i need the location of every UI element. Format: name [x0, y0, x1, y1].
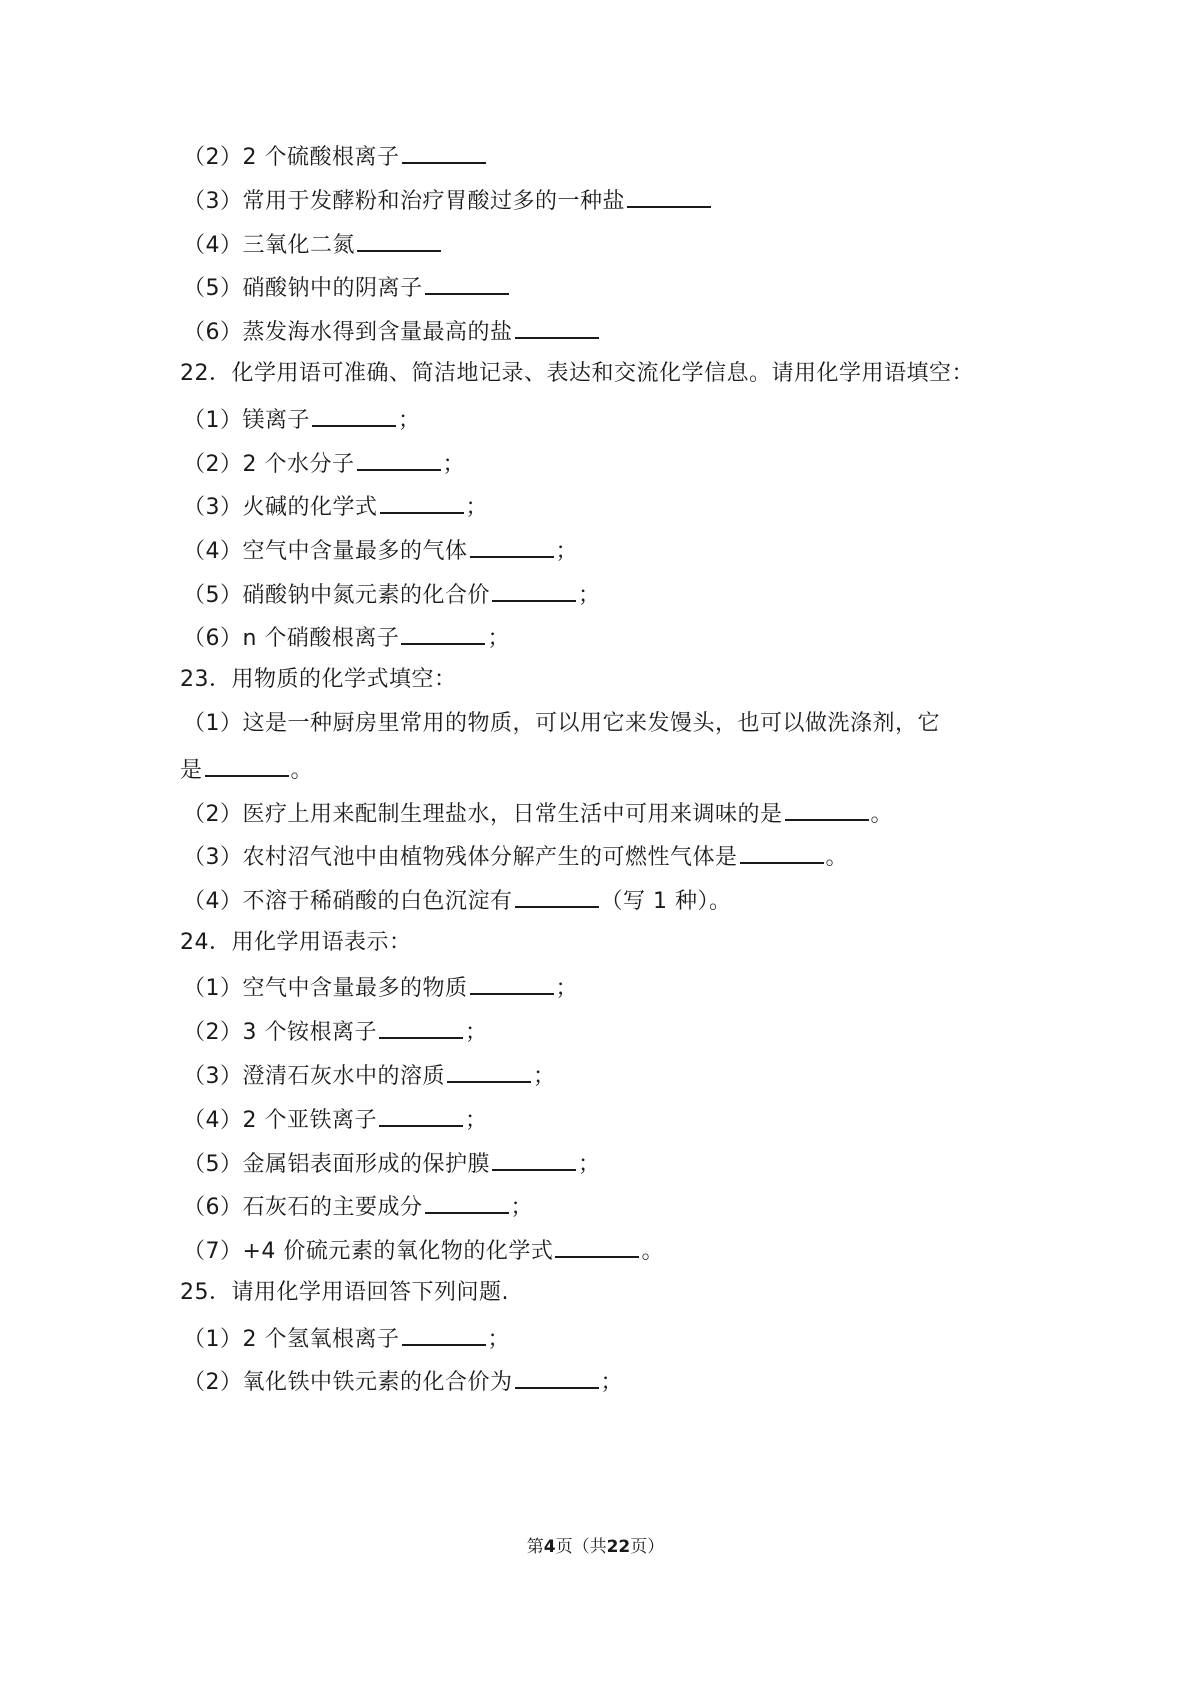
item-text: （3）火碱的化学式	[183, 495, 378, 520]
item-text: （2）氧化铁中铁元素的化合价为	[183, 1370, 513, 1395]
question-item	[183, 884, 731, 917]
question-item	[183, 447, 465, 480]
question-item	[183, 271, 511, 304]
item-text: （4）2 个亚铁离子	[183, 1108, 377, 1133]
item-text: （6）蒸发海水得到含量最高的盐	[183, 320, 513, 345]
answer-blank[interactable]	[380, 490, 464, 514]
answer-blank[interactable]	[357, 228, 441, 252]
item-tail: ；	[578, 583, 601, 608]
answer-blank[interactable]	[470, 534, 554, 558]
item-tail: ；	[442, 452, 466, 477]
answer-blank[interactable]	[379, 1015, 463, 1039]
question-item	[183, 184, 713, 217]
question-item	[183, 490, 488, 523]
item-text: （4）空气中含量最多的气体	[183, 539, 468, 564]
question-item	[183, 971, 578, 1004]
answer-blank[interactable]	[357, 447, 441, 471]
question-item	[183, 578, 601, 611]
item-tail: 。	[290, 758, 314, 783]
footer-page-number: 4	[543, 1537, 556, 1557]
item-tail: 。	[870, 802, 894, 827]
question-item	[183, 840, 848, 873]
item-tail: ；	[487, 1327, 511, 1352]
answer-blank[interactable]	[425, 1190, 509, 1214]
item-text: 是	[180, 758, 203, 783]
item-tail: ；	[465, 1108, 488, 1133]
item-tail: ；	[555, 539, 579, 564]
question-heading	[180, 359, 974, 389]
item-text: （3）农村沼气池中由植物残体分解产生的可燃性气体是	[183, 845, 738, 870]
item-tail: ；	[555, 976, 579, 1001]
item-text: 25．请用化学用语回答下列问题.	[180, 1280, 509, 1305]
answer-blank[interactable]	[515, 884, 599, 908]
question-heading	[180, 665, 457, 695]
answer-blank[interactable]	[515, 1365, 599, 1389]
item-text: （2）3 个铵根离子	[183, 1020, 377, 1045]
item-tail: ；	[533, 1064, 556, 1089]
answer-blank[interactable]	[312, 403, 396, 427]
item-tail: ；	[487, 626, 510, 651]
question-item	[183, 1059, 556, 1092]
item-text: （7）+4 价硫元素的氧化物的化学式	[183, 1239, 554, 1264]
item-text: （3）澄清石灰水中的溶质	[183, 1064, 445, 1089]
answer-blank[interactable]	[379, 1103, 463, 1127]
item-text: （1）空气中含量最多的物质	[183, 976, 468, 1001]
page-footer	[0, 1536, 1191, 1558]
item-tail: ；	[465, 495, 489, 520]
item-tail: ；	[465, 1020, 488, 1045]
question-item	[183, 1322, 510, 1355]
item-text: （2）2 个硫酸根离子	[183, 145, 400, 170]
question-item	[183, 315, 601, 348]
item-text: 23．用物质的化学式填空：	[180, 667, 457, 692]
answer-blank[interactable]	[470, 971, 554, 995]
question-item	[183, 1015, 488, 1048]
item-text: （6）石灰石的主要成分	[183, 1195, 423, 1220]
answer-blank[interactable]	[555, 1234, 639, 1258]
item-tail: ；	[600, 1370, 624, 1395]
item-text: （4）三氧化二氮	[183, 233, 355, 258]
item-text: （6）n 个硝酸根离子	[183, 626, 400, 651]
item-text: （1）镁离子	[183, 408, 310, 433]
answer-blank[interactable]	[785, 797, 869, 821]
item-text: （5）硝酸钠中的阴离子	[183, 276, 423, 301]
item-tail: ；	[398, 408, 421, 433]
answer-blank[interactable]	[205, 753, 289, 777]
answer-blank[interactable]	[425, 271, 509, 295]
answer-blank[interactable]	[401, 621, 485, 645]
answer-blank[interactable]	[515, 315, 599, 339]
question-item	[183, 403, 421, 436]
item-text: （1）这是一种厨房里常用的物质，可以用它来发馒头，也可以做洗涤剂，它	[183, 711, 940, 736]
item-text: （5）金属铝表面形成的保护膜	[183, 1152, 490, 1177]
item-text: 24．用化学用语表示：	[180, 930, 412, 955]
question-item	[183, 621, 510, 654]
question-item	[183, 1103, 488, 1136]
question-item	[183, 534, 578, 567]
answer-blank[interactable]	[492, 1147, 576, 1171]
footer-middle: 页（共	[555, 1537, 607, 1557]
answer-blank[interactable]	[447, 1059, 531, 1083]
question-item	[183, 797, 893, 830]
answer-blank[interactable]	[627, 184, 711, 208]
item-tail: ；	[578, 1152, 601, 1177]
item-text: （3）常用于发酵粉和治疗胃酸过多的一种盐	[183, 189, 625, 214]
item-text: （5）硝酸钠中氮元素的化合价	[183, 583, 490, 608]
question-item	[183, 140, 488, 173]
item-text: （2）医疗上用来配制生理盐水，日常生活中可用来调味的是	[183, 802, 783, 827]
item-tail: 。	[641, 1239, 664, 1264]
question-item	[183, 228, 443, 261]
footer-prefix: 第	[526, 1537, 544, 1557]
question-item	[180, 753, 313, 786]
footer-total-pages: 22	[606, 1537, 631, 1557]
item-tail: 。	[825, 845, 849, 870]
answer-blank[interactable]	[740, 840, 824, 864]
question-heading	[180, 928, 412, 958]
question-heading	[180, 1278, 509, 1308]
item-text: 22．化学用语可准确、简洁地记录、表达和交流化学信息。请用化学用语填空：	[180, 361, 974, 386]
question-item	[183, 709, 940, 739]
question-item	[183, 1147, 601, 1180]
item-tail: （写 1 种）。	[600, 889, 732, 914]
answer-blank[interactable]	[402, 140, 486, 164]
item-text: （1）2 个氢氧根离子	[183, 1327, 400, 1352]
footer-suffix: 页）	[630, 1537, 665, 1557]
question-item	[183, 1190, 533, 1223]
item-text: （4）不溶于稀硝酸的白色沉淀有	[183, 889, 513, 914]
answer-blank[interactable]	[492, 578, 576, 602]
question-item	[183, 1234, 664, 1267]
question-item	[183, 1365, 623, 1398]
item-text: （2）2 个水分子	[183, 452, 355, 477]
answer-blank[interactable]	[402, 1322, 486, 1346]
item-tail: ；	[510, 1195, 534, 1220]
